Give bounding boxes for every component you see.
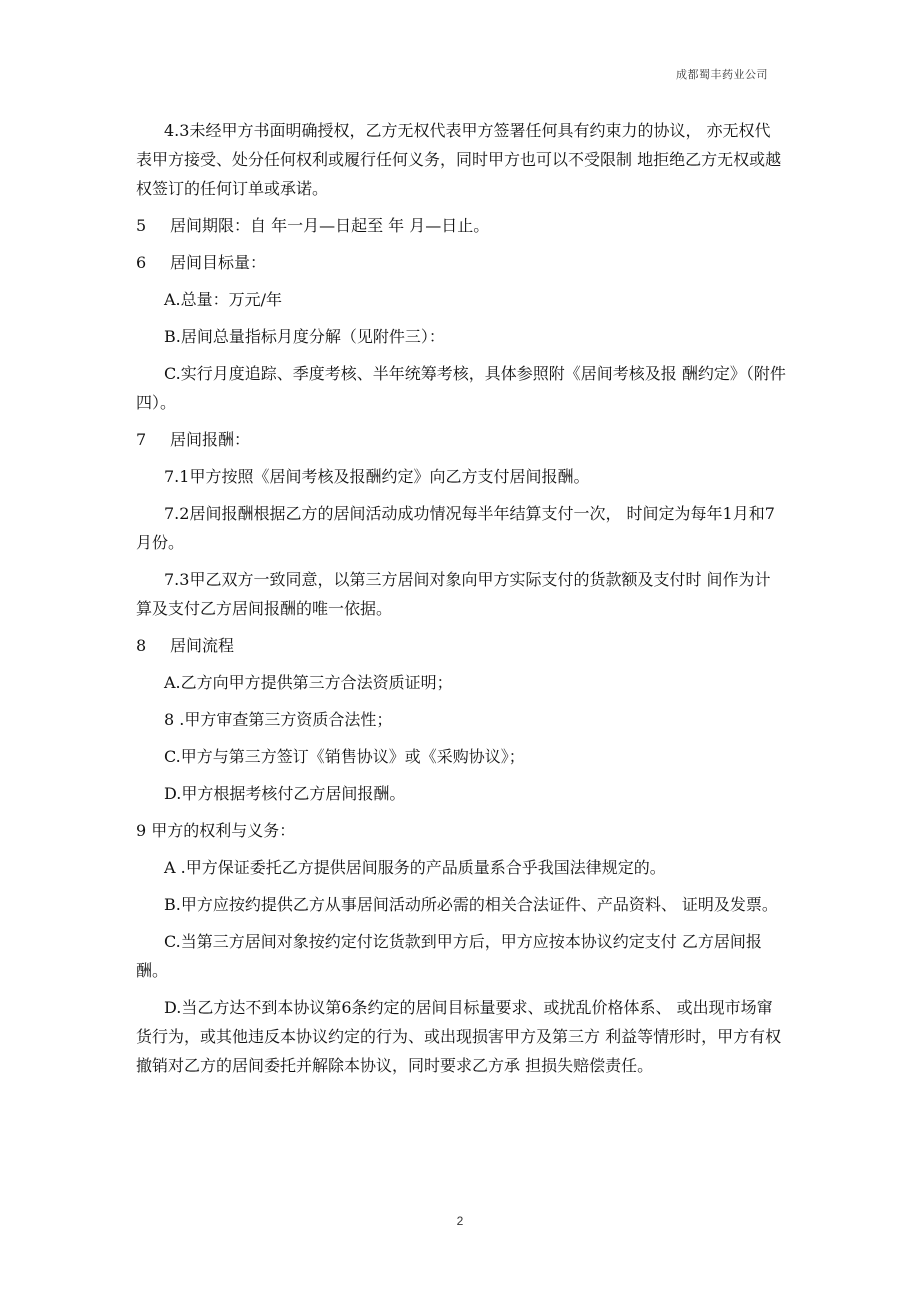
clause-7-1: 7.1甲方按照《居间考核及报酬约定》向乙方支付居间报酬。: [164, 467, 590, 486]
clause-7: [136, 425, 786, 454]
page-header-company: 成都蜀丰药业公司: [676, 68, 768, 81]
clause-8: [136, 631, 786, 660]
clause-text: 居间目标量：: [170, 253, 267, 272]
clause-number: 5: [136, 216, 147, 235]
clause-9-c: C.当第三方居间对象按约定付讫货款到甲方后，甲方应按本协议约定支付 乙方居间报酬。: [136, 932, 762, 980]
clause-6: [136, 248, 786, 277]
document-body: [136, 116, 786, 1088]
clause-text: 居间期限：自 年一月—日起至 年 月—日止。: [170, 216, 490, 235]
page-number: 2: [456, 1214, 464, 1228]
clause-8-a: A.乙方向甲方提供第三方合法资质证明；: [164, 673, 453, 692]
clause-6-b: B.居间总量指标月度分解（见附件三）：: [164, 327, 445, 346]
clause-text: 居间报酬：: [170, 430, 251, 449]
clause-9-d: D.当乙方达不到本协议第6条约定的居间目标量要求、或扰乱价格体系、 或出现市场窜货行为，或其他违反本协议约定的行为、或出现损害甲方及第三方 利益等情形时，甲方有权撤销对乙方的居间委托并解除本协议，同时要求乙方承 担损失赔偿责任。: [136, 998, 782, 1075]
clause-8-b: 8 .甲方审查第三方资质合法性；: [164, 710, 393, 729]
clause-number: 8: [136, 636, 147, 655]
clause-6-a: A.总量：万元/年: [164, 290, 283, 309]
clause-8-c: C.甲方与第三方签订《销售协议》或《采购协议》；: [164, 747, 525, 766]
clause-4-3: 4.3未经甲方书面明确授权，乙方无权代表甲方签署任何具有约束力的协议， 亦无权代表甲方接受、处分任何权利或履行任何义务，同时甲方也可以不受限制 地拒绝乙方无权或越权签订的任何订单或承诺。: [136, 121, 782, 198]
clause-9-b: B.甲方应按约提供乙方从事居间活动所必需的相关合法证件、产品资料、 证明及发票。: [164, 895, 778, 914]
clause-7-2: 7.2居间报酬根据乙方的居间活动成功情况每半年结算支付一次， 时间定为每年1月和7月份。: [136, 504, 775, 552]
clause-6-c: C.实行月度追踪、季度考核、半年统筹考核，具体参照附《居间考核及报 酬约定》（附件四）。: [136, 364, 786, 412]
clause-9: 9 甲方的权利与义务：: [136, 821, 296, 840]
clause-8-d: D.甲方根据考核付乙方居间报酬。: [164, 784, 406, 803]
clause-number: 6: [136, 253, 147, 272]
clause-5: [136, 211, 786, 240]
clause-number: 7: [136, 430, 147, 449]
clause-7-3: 7.3甲乙双方一致同意，以第三方居间对象向甲方实际支付的货款额及支付时 间作为计算及支付乙方居间报酬的唯一依据。: [136, 570, 771, 618]
clause-9-a: A .甲方保证委托乙方提供居间服务的产品质量系合乎我国法律规定的。: [164, 858, 666, 877]
clause-text: 居间流程: [170, 636, 235, 655]
